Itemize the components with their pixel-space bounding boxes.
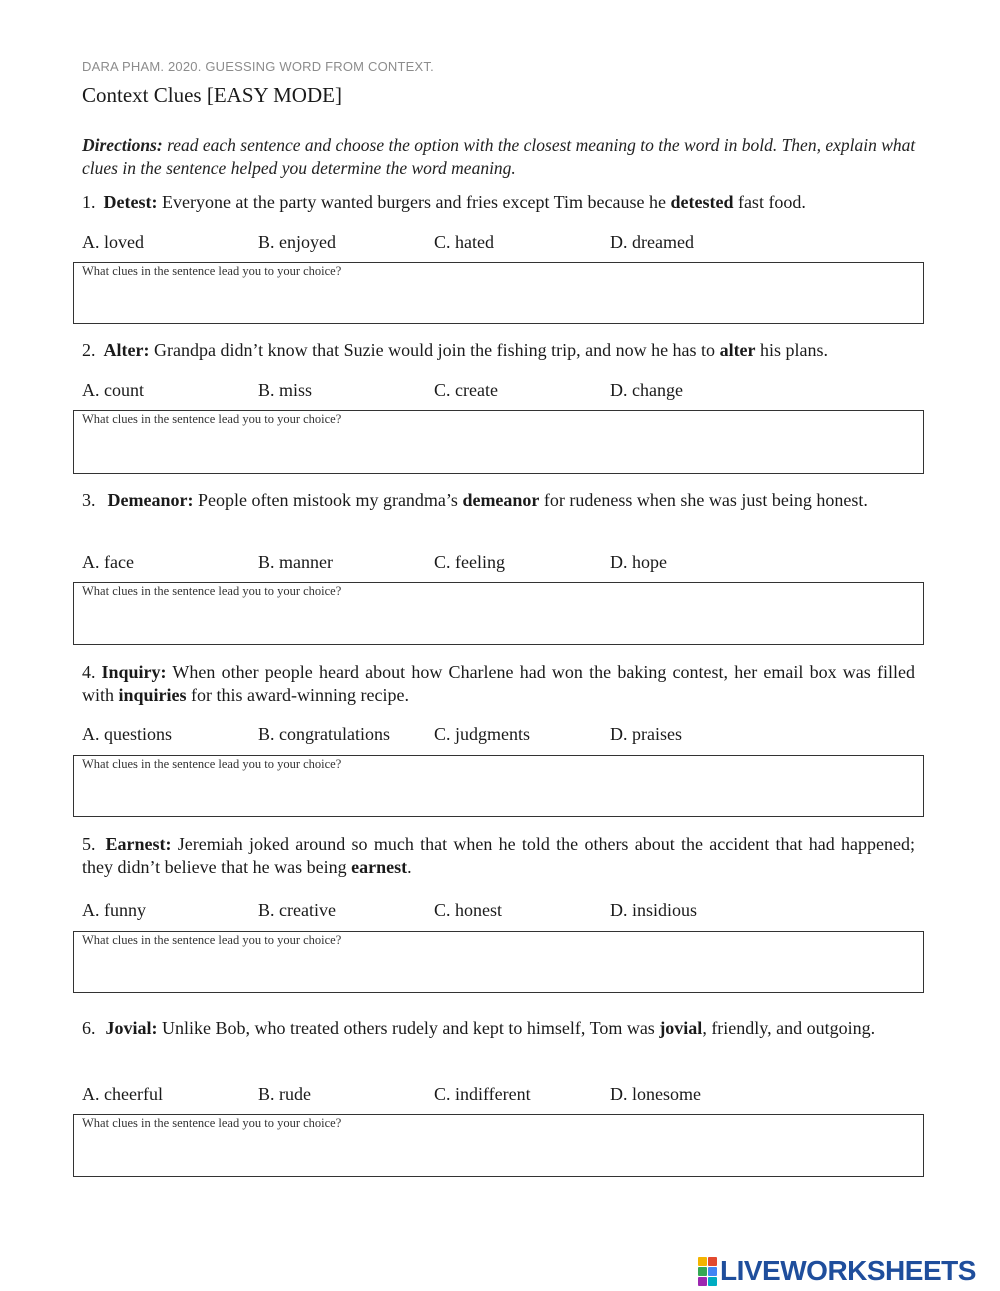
question-1: [82, 191, 915, 214]
header-note: DARA PHAM. 2020. GUESSING WORD FROM CONTEXT.: [82, 59, 434, 74]
answer-box-3[interactable]: [73, 582, 924, 645]
option-d[interactable]: D. change: [610, 380, 683, 400]
question-text-end: for this award-winning recipe.: [186, 685, 409, 705]
question-keyword: Inquiry:: [101, 662, 167, 682]
answer-prompt: What clues in the sentence lead you to your choice?: [82, 412, 342, 426]
option-c[interactable]: C. feeling: [434, 552, 505, 572]
question-text: Unlike Bob, who treated others rudely and kept to himself, Tom was: [157, 1018, 660, 1038]
answer-input[interactable]: [82, 283, 915, 319]
option-d[interactable]: D. praises: [610, 724, 682, 744]
question-bold-word: alter: [719, 340, 756, 360]
question-text: Jeremiah joked around so much that when he told the others about the accident that had happened; they didn’t believe that he was being: [82, 834, 915, 877]
question-keyword: Jovial:: [105, 1018, 158, 1038]
option-b[interactable]: B. miss: [258, 380, 313, 400]
option-b[interactable]: B. manner: [258, 552, 333, 572]
question-text-end: fast food.: [733, 192, 806, 212]
directions-text: read each sentence and choose the option with the closest meaning to the word in bold. Then, explain what clues in the sentence helped you determine the word meaning.: [82, 135, 916, 178]
answer-prompt: What clues in the sentence lead you to your choice?: [82, 933, 342, 947]
directions-label: Directions:: [82, 135, 163, 155]
option-a[interactable]: A. face: [82, 552, 134, 572]
question-2: [82, 339, 915, 362]
question-text-end: .: [407, 857, 412, 877]
answer-box-6[interactable]: [73, 1114, 924, 1177]
option-c[interactable]: C. hated: [434, 232, 494, 252]
question-text-end: his plans.: [755, 340, 829, 360]
question-number: 3.: [82, 490, 96, 510]
logo-block: [708, 1277, 717, 1286]
question-bold-word: detested: [670, 192, 734, 212]
page-title: Context Clues [EASY MODE]: [82, 83, 342, 107]
options-6: [82, 1084, 922, 1108]
logo-block: [698, 1257, 707, 1266]
question-number: 6.: [82, 1018, 96, 1038]
option-a[interactable]: A. funny: [82, 900, 146, 920]
answer-input[interactable]: [82, 603, 915, 640]
question-6: [82, 1017, 915, 1040]
option-c[interactable]: C. create: [434, 380, 498, 400]
option-b[interactable]: B. enjoyed: [258, 232, 336, 252]
option-a[interactable]: A. cheerful: [82, 1084, 163, 1104]
answer-prompt: What clues in the sentence lead you to your choice?: [82, 264, 342, 278]
question-number: 2.: [82, 340, 96, 360]
options-3: [82, 552, 922, 576]
question-text: Everyone at the party wanted burgers and fries except Tim because he: [157, 192, 671, 212]
options-2: [82, 380, 922, 404]
question-bold-word: demeanor: [462, 490, 540, 510]
question-number: 5.: [82, 834, 96, 854]
question-keyword: Earnest:: [105, 834, 172, 854]
question-text: When other people heard about how Charlene had won the baking contest, her email box was filled with: [82, 662, 915, 705]
answer-box-1[interactable]: [73, 262, 924, 324]
logo-block: [708, 1257, 717, 1266]
question-bold-word: earnest: [351, 857, 408, 877]
question-bold-word: inquiries: [118, 685, 187, 705]
question-text: Grandpa didn’t know that Suzie would join the fishing trip, and now he has to: [149, 340, 720, 360]
question-text-end: , friendly, and outgoing.: [702, 1018, 876, 1038]
option-a[interactable]: A. count: [82, 380, 144, 400]
question-text: People often mistook my grandma’s: [193, 490, 463, 510]
question-4: [82, 661, 915, 707]
options-4: [82, 724, 922, 748]
option-b[interactable]: B. creative: [258, 900, 336, 920]
option-c[interactable]: C. honest: [434, 900, 503, 920]
option-a[interactable]: A. questions: [82, 724, 172, 744]
logo-blocks-icon: [698, 1257, 717, 1286]
question-number: 1.: [82, 192, 96, 212]
answer-box-5[interactable]: [73, 931, 924, 993]
logo-block: [708, 1267, 717, 1276]
option-a[interactable]: A. loved: [82, 232, 144, 252]
answer-box-4[interactable]: [73, 755, 924, 817]
answer-prompt: What clues in the sentence lead you to your choice?: [82, 1116, 342, 1130]
question-keyword: Demeanor:: [107, 490, 194, 510]
option-d[interactable]: D. dreamed: [610, 232, 694, 252]
option-d[interactable]: D. hope: [610, 552, 667, 572]
directions: [82, 134, 918, 180]
question-3: [82, 489, 915, 512]
question-keyword: Alter:: [103, 340, 150, 360]
answer-prompt: What clues in the sentence lead you to your choice?: [82, 757, 342, 771]
liveworksheets-logo: [698, 1256, 976, 1286]
option-d[interactable]: D. insidious: [610, 900, 698, 920]
answer-input[interactable]: [82, 952, 915, 988]
logo-block: [698, 1267, 707, 1276]
option-b[interactable]: B. congratulations: [258, 724, 390, 744]
option-c[interactable]: C. judgments: [434, 724, 531, 744]
question-bold-word: jovial: [659, 1018, 703, 1038]
logo-text: LIVEWORKSHEETS: [720, 1255, 976, 1286]
question-number: 4.: [82, 662, 96, 682]
answer-input[interactable]: [82, 776, 915, 812]
answer-input[interactable]: [82, 1135, 915, 1172]
option-b[interactable]: B. rude: [258, 1084, 311, 1104]
option-d[interactable]: D. lonesome: [610, 1084, 701, 1104]
logo-block: [698, 1277, 707, 1286]
question-5: [82, 833, 915, 879]
question-keyword: Detest:: [103, 192, 158, 212]
options-5: [82, 900, 922, 924]
option-c[interactable]: C. indifferent: [434, 1084, 531, 1104]
question-text-end: for rudeness when she was just being honest.: [539, 490, 868, 510]
answer-box-2[interactable]: [73, 410, 924, 474]
answer-prompt: What clues in the sentence lead you to your choice?: [82, 584, 342, 598]
options-1: [82, 232, 922, 256]
answer-input[interactable]: [82, 431, 915, 469]
